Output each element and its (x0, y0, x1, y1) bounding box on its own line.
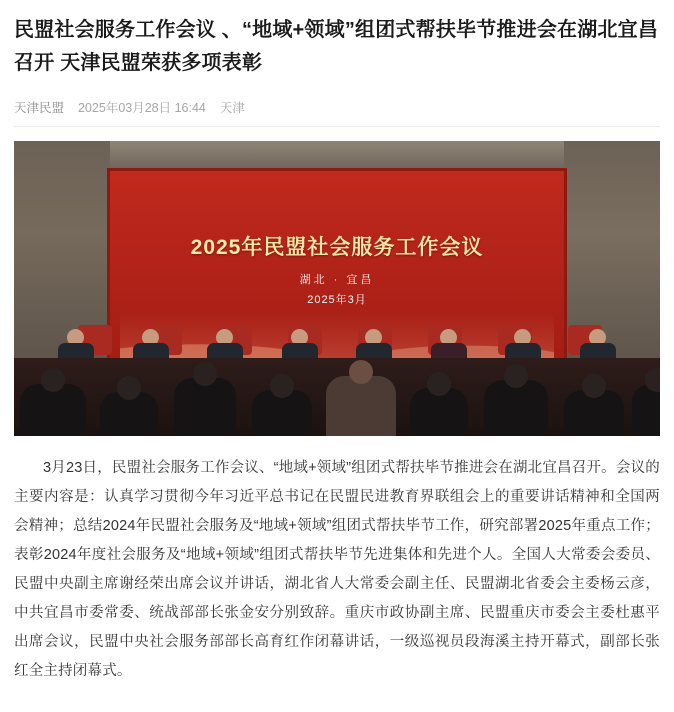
audience-person (174, 378, 236, 436)
article-hero-image (14, 141, 660, 436)
meta-source: 天津民盟 (14, 101, 65, 115)
audience-foreground (14, 358, 660, 436)
audience-person (484, 380, 548, 436)
audience-person (564, 390, 624, 436)
conference-photo (14, 141, 660, 436)
article-body: 3月23日，民盟社会服务工作会议、“地域+领域”组团式帮扶毕节推进会在湖北宜昌召开。会议的主要内容是：认真学习贯彻今年习近平总书记在民盟民进教育界联组会上的重要讲话精神和全国两会精神；总结2024年民盟社会服务及“地域+领域”组团式帮扶毕节工作，研究部署2025年重点工作；表彰2024年度社会服务及“地域+领域”组团式帮扶毕节先进集体和先进个人。全国人大常委会委员、民盟中央副主席谢经荣出席会议并讲话，湖北省人大常委会副主任、民盟湖北省委会主委杨云彦，中共宜昌市委常委、统战部部长张金安分别致辞。重庆市政协副主席、民盟重庆市委会主委杜惠平出席会议，民盟中央社会服务部部长高育红作闭幕讲话，一级巡视员段海溪主持开幕式，副部长张红全主持闭幕式。 (14, 460, 660, 679)
screen-title-text: 2025年民盟社会服务工作会议 (190, 236, 484, 259)
screen-subtitle-date: 2025年3月 (307, 294, 367, 306)
article-meta (14, 98, 660, 116)
audience-person (252, 390, 312, 436)
meta-location: 天津 (219, 101, 245, 115)
audience-person (20, 384, 86, 436)
audience-person (326, 376, 396, 436)
screen-subtitle-location: 湖北 · 宜昌 (299, 274, 375, 286)
audience-person (410, 388, 468, 436)
meta-datetime: 2025年03月28日 16:44 (78, 101, 206, 115)
audience-person (100, 392, 158, 436)
audience-person (632, 384, 660, 436)
meta-divider (14, 126, 660, 127)
page-title: 民盟社会服务工作会议 、“地域+领域”组团式帮扶毕节推进会在湖北宜昌召开 天津民盟荣获多项表彰 (14, 19, 659, 74)
